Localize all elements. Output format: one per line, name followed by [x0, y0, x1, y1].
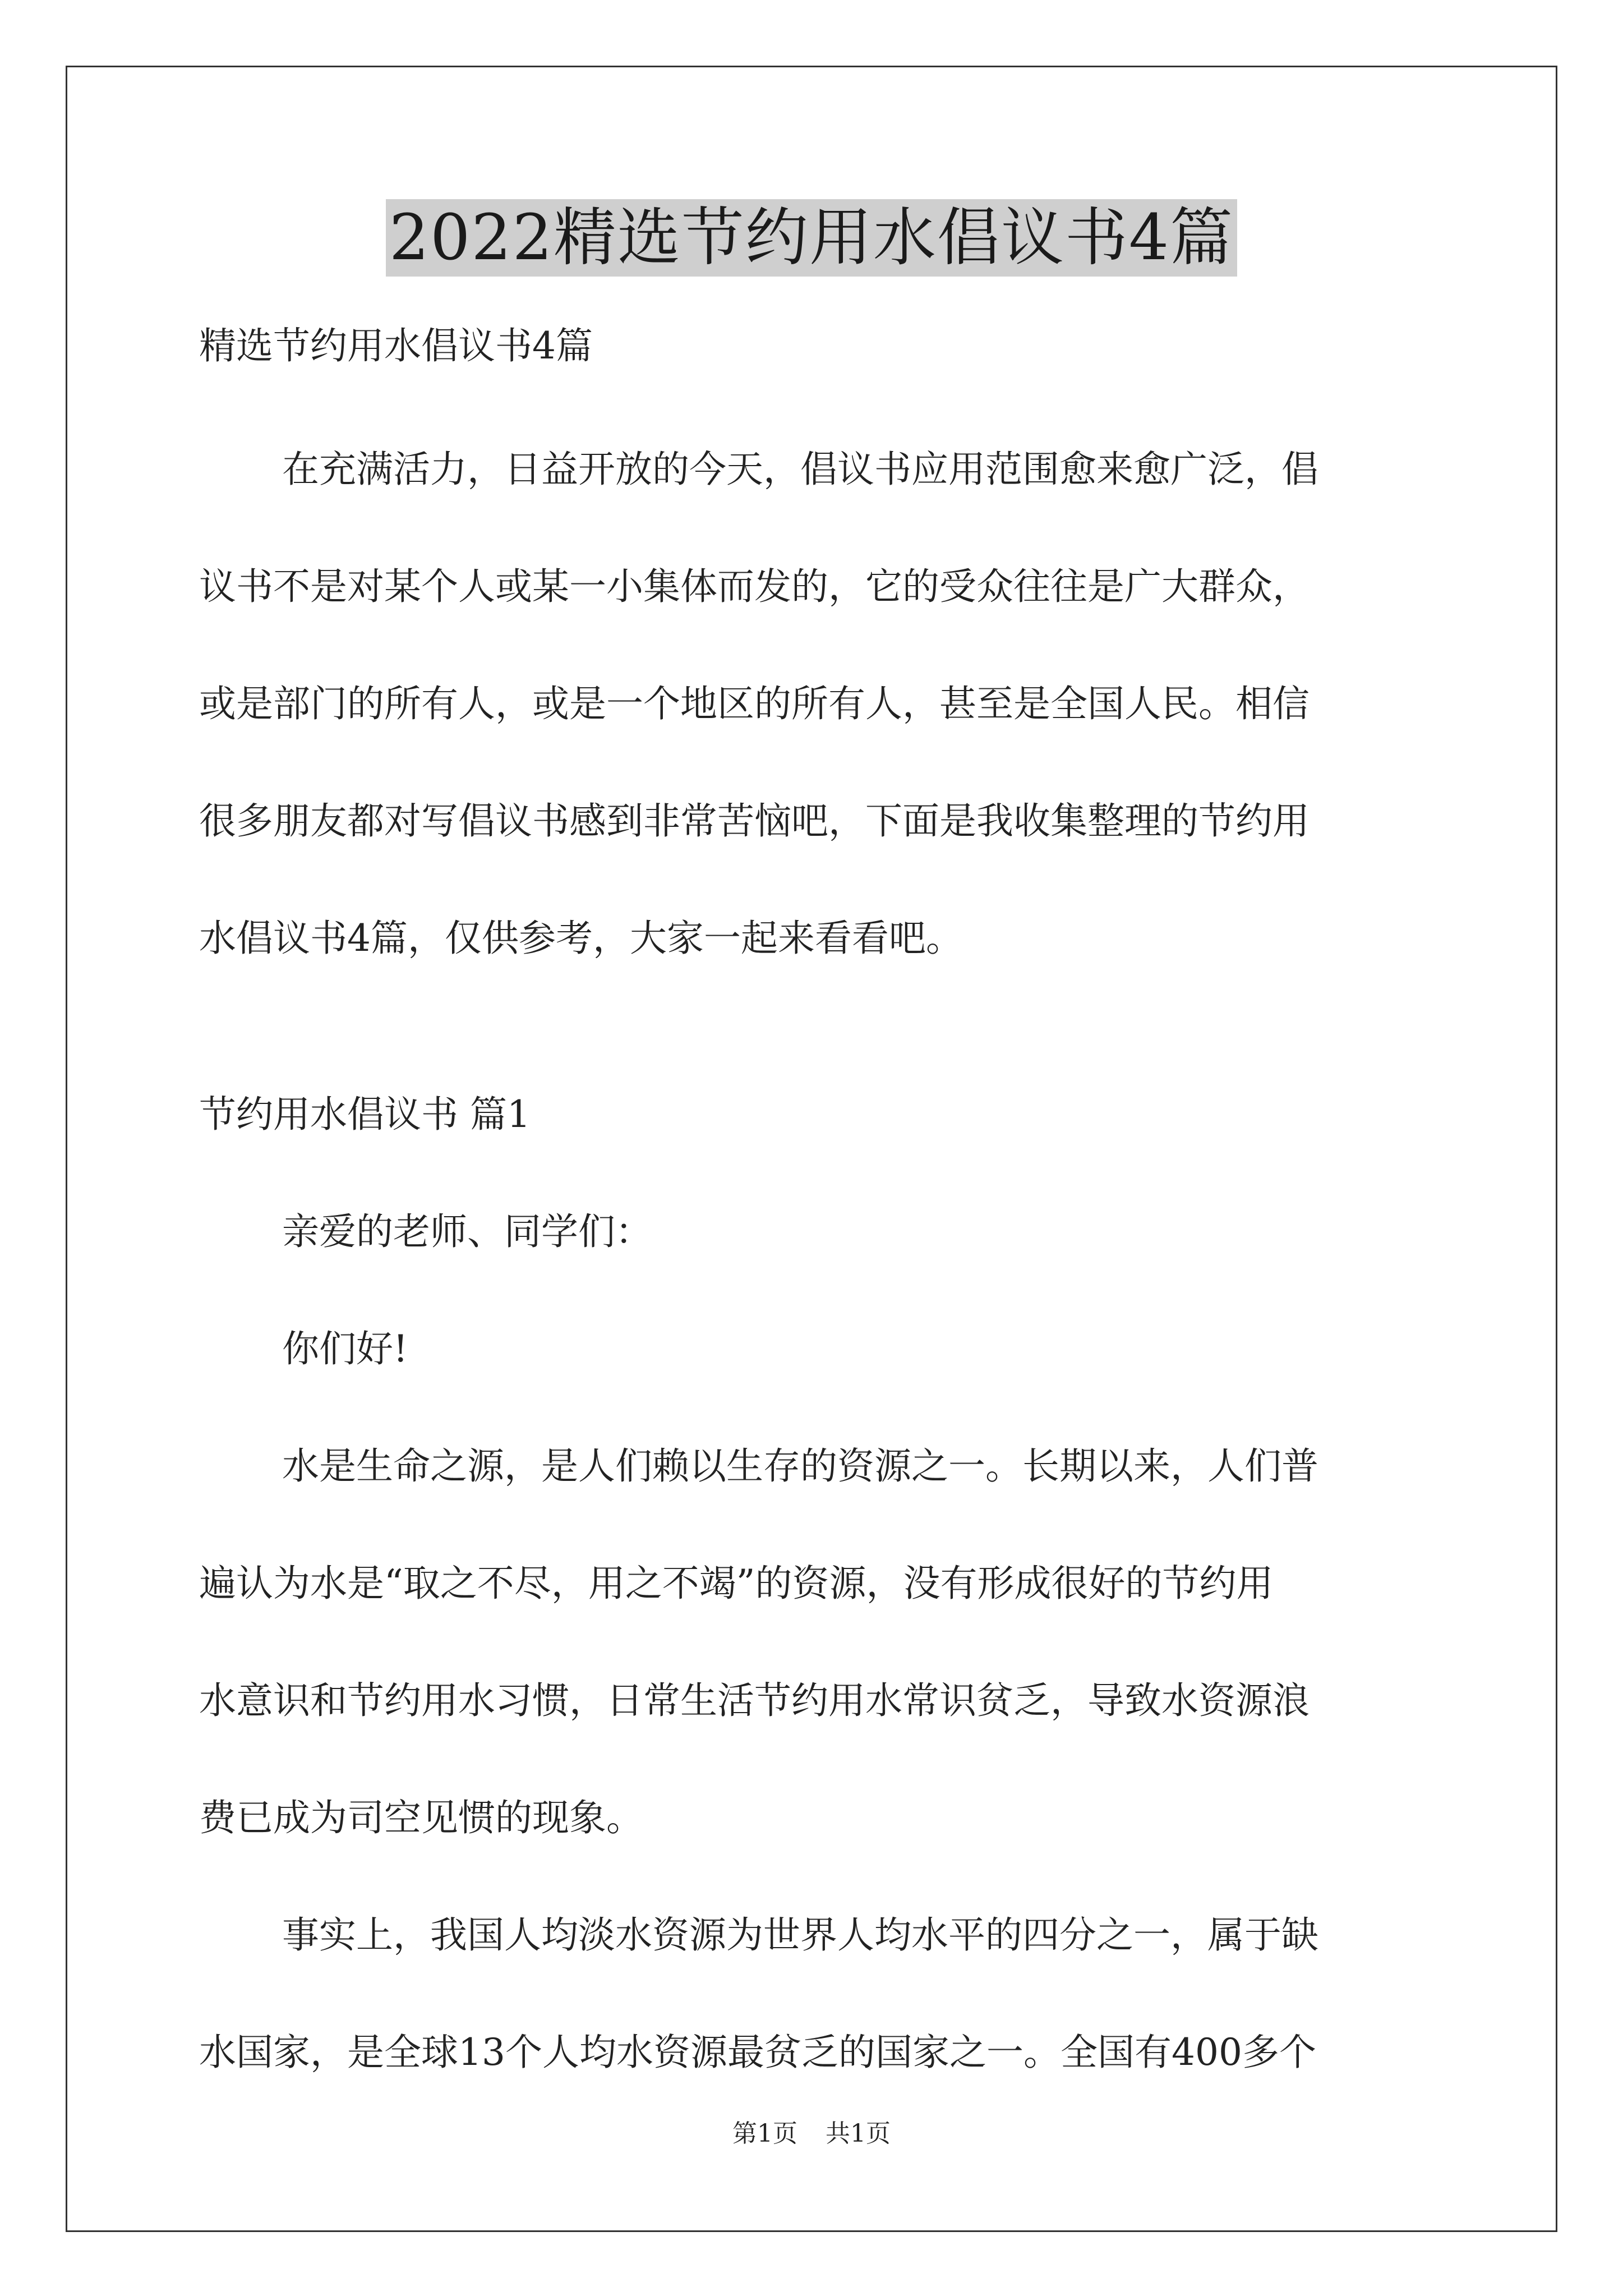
- paragraph2-line-2: 水国家，是全球13个人均水资源最贫乏的国家之一。全国有400多个: [199, 2031, 1316, 2074]
- page-footer: [0, 2119, 1623, 2148]
- paragraph2-line-1: 事实上，我国人均淡水资源为世界人均水平的四分之一，属于缺: [282, 1913, 1318, 1957]
- title-wrap: [0, 199, 1623, 277]
- intro-line-1: 在充满活力，日益开放的今天，倡议书应用范围愈来愈广泛，倡: [282, 448, 1318, 491]
- intro-line-5: 水倡议书4篇，仅供参考，大家一起来看看吧。: [199, 917, 963, 960]
- section-heading: 节约用水倡议书 篇1: [199, 1093, 531, 1136]
- paragraph1-line-4: 费已成为司空见惯的现象。: [199, 1796, 643, 1839]
- paragraph1-line-3: 水意识和节约用水习惯，日常生活节约用水常识贫乏，导致水资源浪: [199, 1679, 1310, 1722]
- intro-line-4: 很多朋友都对写倡议书感到非常苦恼吧，下面是我收集整理的节约用: [199, 799, 1310, 843]
- intro-line-3: 或是部门的所有人，或是一个地区的所有人，甚至是全国人民。相信: [199, 682, 1310, 725]
- document-title: 2022精选节约用水倡议书4篇: [386, 199, 1237, 277]
- document-subtitle: 精选节约用水倡议书4篇: [199, 324, 593, 367]
- salutation: 亲爱的老师、同学们：: [282, 1210, 652, 1253]
- paragraph1-line-2: 遍认为水是“取之不尽，用之不竭”的资源，没有形成很好的节约用: [199, 1562, 1274, 1605]
- greeting: 你们好!: [282, 1327, 408, 1370]
- page-total: 共1页: [826, 2119, 891, 2148]
- page-number: 第1页: [732, 2119, 797, 2148]
- paragraph1-line-1: 水是生命之源，是人们赖以生存的资源之一。长期以来，人们普: [282, 1444, 1318, 1488]
- page-border: [66, 66, 1557, 2232]
- intro-line-2: 议书不是对某个人或某一小集体而发的，它的受众往往是广大群众，: [199, 565, 1310, 608]
